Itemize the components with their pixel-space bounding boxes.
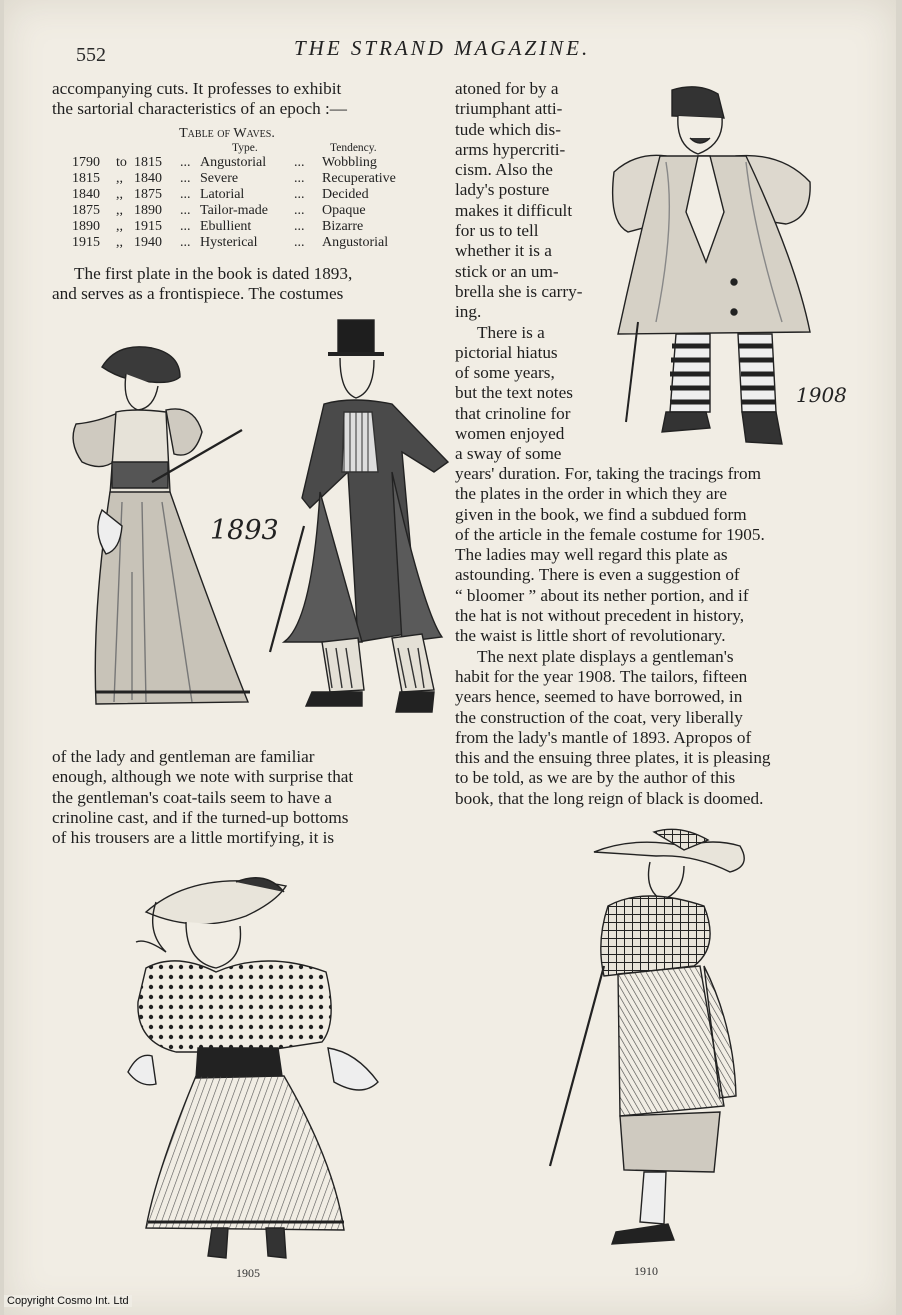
narrow-column-text [455,79,601,465]
text-line: given in the book, we find a subdued form [455,504,747,524]
intro-paragraph [52,79,436,120]
text-line: enough, although we note with surprise that [52,767,354,787]
text-line: tude which dis- [455,119,561,139]
table-row [72,187,442,203]
text-line: the construction of the coat, very liberally [455,707,743,727]
table-cell-tendency: Decided [322,187,369,202]
text-line: arms hypercriti- [455,139,566,159]
table-row [72,171,442,187]
figure-caption-1910: 1910 [634,1264,658,1278]
text-line: accompanying cuts. It professes to exhibit [52,79,342,98]
text-line: to be told, as we are by the author of this [455,768,736,788]
text-line: ing. [455,302,482,322]
table-cell-dots: ... [180,235,191,250]
table-cell-sep: ,, [116,187,123,202]
text-line: but the text notes [455,383,573,403]
table-row [72,235,442,251]
text-line: of his trousers are a little mortifying, it is [52,828,335,848]
text-line: women enjoyed [455,424,565,444]
text-line: whether it is a [455,241,552,261]
table-row [72,155,442,171]
text-line: book, that the long reign of black is doomed. [455,788,764,808]
text-line: of some years, [455,363,555,383]
table-cell-dots: ... [180,219,191,234]
text-line: brella she is carry- [455,281,583,301]
top-hat [338,320,374,354]
table-row [72,219,442,235]
running-title: THE STRAND MAGAZINE. [294,36,591,60]
text-line: years hence, seemed to have borrowed, in [455,687,743,707]
illustration-year-label-1893: 1893 [210,515,279,546]
table-cell-dots: ... [294,171,305,186]
table-cell-sep: ,, [116,235,123,250]
column-header-type: Type. [232,142,258,154]
table-cell-to: 1940 [134,235,162,250]
table-cell-sep: ,, [116,203,123,218]
table-cell-dots: ... [294,235,305,250]
text-line: habit for the year 1908. The tailors, fifteen [455,666,748,686]
table-cell-tendency: Angustorial [322,235,389,250]
text-line: stick or an um- [455,261,559,281]
table-cell-from: 1875 [72,203,100,218]
text-line: There is a [477,322,545,342]
table-cell-dots: ... [180,155,191,170]
table-cell-from: 1815 [72,171,100,186]
table-cell-dots: ... [294,187,305,202]
text-line: for us to tell [455,221,539,241]
text-line: lady's posture [455,180,550,200]
column-header-tendency: Tendency. [330,142,377,154]
table-cell-type: Severe [200,171,239,186]
table-cell-to: 1890 [134,203,162,218]
paragraph-first-plate [52,264,436,305]
table-cell-to: 1840 [134,171,162,186]
text-line: the gentleman's coat-tails seem to have a [52,787,332,807]
table-cell-from: 1915 [72,235,100,250]
illustration-1908-gentleman [606,82,818,454]
table-cell-type: Hysterical [200,235,258,250]
table-cell-dots: ... [294,203,305,218]
table-cell-dots: ... [180,171,191,186]
magazine-page [4,0,896,1315]
table-cell-sep: ,, [116,171,123,186]
text-line: The ladies may well regard this plate as [455,545,728,565]
text-line: this and the ensuing three plates, it is pleasing [455,748,771,768]
table-of-waves [72,126,442,251]
wide-column-text [455,464,835,809]
table-cell-tendency: Opaque [322,203,366,218]
text-line: astounding. There is even a suggestion of [455,565,740,585]
table-cell-tendency: Bizarre [322,219,364,234]
table-cell-sep: to [116,155,127,170]
paragraph-lady-gentleman [52,747,436,848]
table-cell-from: 1790 [72,155,100,170]
table-cell-type: Angustorial [200,155,267,170]
text-line: crinoline cast, and if the turned-up bottoms [52,807,349,827]
table-caption: Table of Waves. [179,126,275,141]
table-cell-type: Tailor-made [200,203,268,218]
table-header [72,142,442,155]
table-cell-to: 1875 [134,187,162,202]
text-line: makes it difficult [455,200,573,220]
table-cell-to: 1815 [134,155,162,170]
text-line: the plates in the order in which they are [455,484,728,504]
text-line: of the lady and gentleman are familiar [52,747,315,766]
table-cell-tendency: Wobbling [322,155,377,170]
copyright-watermark: Copyright Cosmo Int. Ltd [4,1295,132,1307]
table-cell-dots: ... [180,187,191,202]
table-cell-from: 1890 [72,219,100,234]
table-cell-dots: ... [294,219,305,234]
text-line: from the lady's mantle of 1893. Apropos of [455,727,752,747]
text-line: a sway of some [455,444,562,464]
table-row [72,203,442,219]
text-line: that crinoline for [455,403,571,423]
text-line: triumphant atti- [455,99,563,119]
table-cell-dots: ... [294,155,305,170]
table-cell-tendency: Recuperative [322,171,396,186]
table-cell-dots: ... [180,203,191,218]
text-line: the waist is little short of revolutionary. [455,626,726,646]
page-number: 552 [76,44,106,66]
text-line: “ bloomer ” about its nether portion, and if [455,585,749,605]
illustration-1905-lady [116,872,388,1264]
text-line: of the article in the female costume for 1905. [455,524,765,544]
tam-hat [672,87,724,118]
text-line: years' duration. For, taking the tracings from [455,464,761,483]
text-line: pictorial hiatus [455,342,558,362]
text-line: the hat is not without precedent in history, [455,606,745,626]
table-cell-type: Latorial [200,187,245,202]
illustration-1910-gentleman [544,826,774,1254]
illustration-year-label-1908: 1908 [796,383,847,407]
table-cell-type: Ebullient [200,219,252,234]
table-cell-sep: ,, [116,219,123,234]
table-cell-to: 1915 [134,219,162,234]
text-line: atoned for by a [455,79,559,98]
text-line: The first plate in the book is dated 1893, [74,264,353,283]
lady-hat [102,347,180,383]
text-line: the sartorial characteristics of an epoch :— [52,99,347,119]
figure-caption-1905: 1905 [236,1266,260,1280]
text-line: cism. Also the [455,160,553,180]
text-line: and serves as a frontispiece. The costumes [52,284,344,304]
table-cell-from: 1840 [72,187,100,202]
text-line: The next plate displays a gentleman's [477,646,734,666]
